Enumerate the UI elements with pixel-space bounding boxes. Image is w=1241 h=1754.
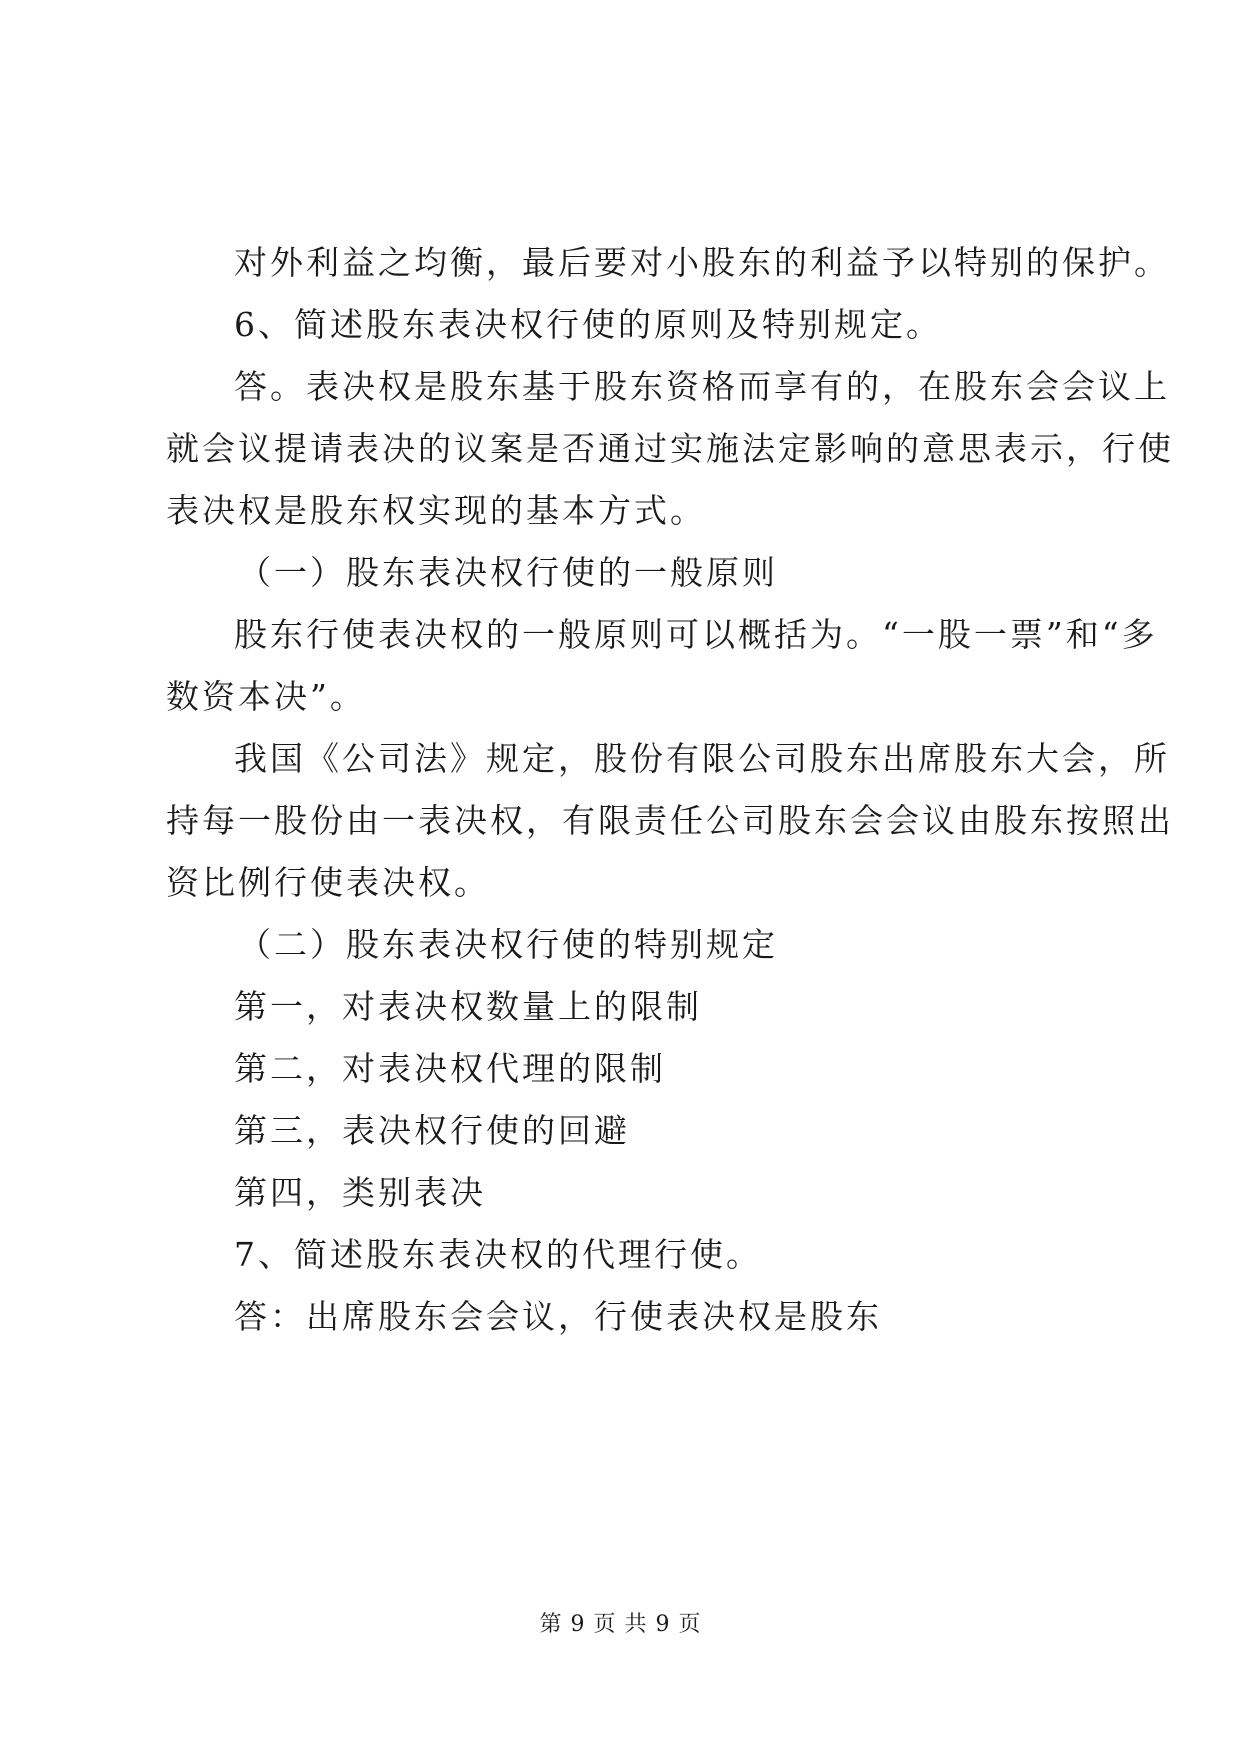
paragraph-line: 资比例行使表决权。 bbox=[166, 863, 490, 902]
section-heading-general-principle: （一）股东表决权行使的一般原则 bbox=[238, 553, 778, 592]
paragraph-line: 就会议提请表决的议案是否通过实施法定影响的意思表示，行使 bbox=[166, 429, 1174, 468]
list-item: 第二，对表决权代理的限制 bbox=[234, 1049, 666, 1088]
question-7-heading: 7、简述股东表决权的代理行使。 bbox=[234, 1235, 762, 1274]
paragraph-line: 持每一股份由一表决权，有限责任公司股东会会议由股东按照出 bbox=[166, 801, 1174, 840]
paragraph-line: 我国《公司法》规定，股份有限公司股东出席股东大会，所 bbox=[234, 739, 1170, 778]
section-heading-special-rules: （二）股东表决权行使的特别规定 bbox=[238, 925, 778, 964]
paragraph-line: 答。表决权是股东基于股东资格而享有的，在股东会会议上 bbox=[234, 367, 1170, 406]
paragraph-line: 表决权是股东权实现的基本方式。 bbox=[166, 491, 706, 530]
page-number-footer: 第 9 页 共 9 页 bbox=[539, 1612, 702, 1637]
paragraph-line: 股东行使表决权的一般原则可以概括为。“一股一票”和“多 bbox=[234, 615, 1158, 654]
list-item: 第三，表决权行使的回避 bbox=[234, 1111, 630, 1150]
document-body bbox=[166, 232, 1174, 1348]
list-item: 第四，类别表决 bbox=[234, 1173, 486, 1212]
list-item: 第一，对表决权数量上的限制 bbox=[234, 987, 702, 1026]
paragraph-line: 数资本决”。 bbox=[166, 677, 366, 716]
paragraph-line: 对外利益之均衡，最后要对小股东的利益予以特别的保护。 bbox=[234, 243, 1170, 282]
paragraph-line: 答：出席股东会会议，行使表决权是股东 bbox=[234, 1297, 882, 1336]
question-6-heading: 6、简述股东表决权行使的原则及特别规定。 bbox=[234, 305, 942, 344]
